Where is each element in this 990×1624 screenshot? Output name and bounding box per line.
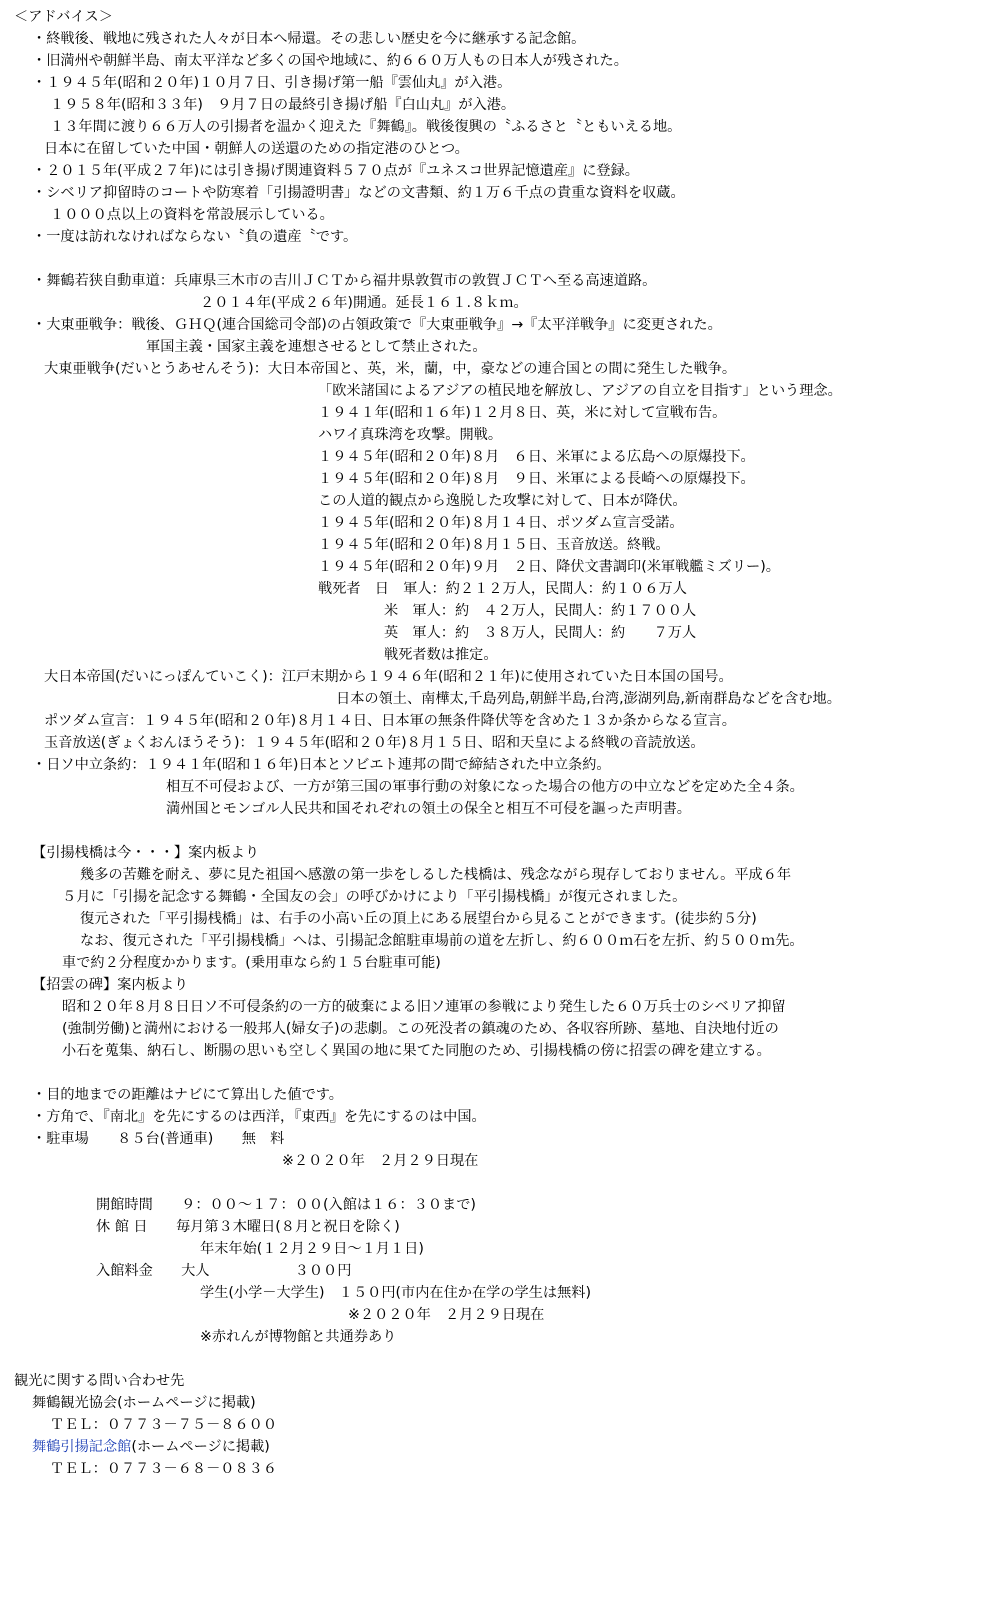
note-line: １９４５年(昭和２０年)８月 ９日、米軍による長崎への原爆投下。 bbox=[318, 471, 755, 487]
note-line: ２０１４年(平成２６年)開通。延長１６１.８ｋｍ。 bbox=[200, 295, 528, 311]
note-line: １９４５年(昭和２０年)８月 ６日、米軍による広島への原爆投下。 bbox=[318, 449, 755, 465]
hours-line: 年末年始(１２月２９日～１月１日) bbox=[200, 1241, 424, 1257]
note-line: １９４１年(昭和１６年)１２月８日、英，米に対して宣戦布告。 bbox=[318, 405, 727, 421]
misc-date: ※２０２０年 ２月２９日現在 bbox=[282, 1153, 479, 1169]
note-line: 戦死者数は推定。 bbox=[384, 647, 498, 663]
note-line: １９４５年(昭和２０年)８月１５日、玉音放送。終戦。 bbox=[318, 537, 670, 553]
note-line: 日本の領土、南樺太,千島列島,朝鮮半島,台湾,澎湖列島,新南群島などを含む地。 bbox=[336, 691, 841, 707]
museum-link[interactable]: 舞鶴引揚記念館 bbox=[32, 1439, 132, 1455]
note-line: この人道的観点から逸脱した攻撃に対して、日本が降伏。 bbox=[318, 493, 687, 509]
advice-line: １９５８年(昭和３３年) ９月７日の最終引き揚げ船『白山丸』が入港。 bbox=[50, 97, 516, 113]
pier-line: 復元された「平引揚桟橋」は、右手の小高い丘の頂上にある展望台から見ることができます。(徒歩約５分) bbox=[80, 911, 757, 927]
note-line: 玉音放送(ぎょくおんほうそう)：１９４５年(昭和２０年)８月１５日、昭和天皇による終戦の音読放送。 bbox=[44, 735, 705, 751]
pier-line: 車で約２分程度かかります。(乗用車なら約１５台駐車可能) bbox=[62, 955, 441, 971]
monument-heading: 【招雲の碑】案内板より bbox=[32, 977, 189, 993]
advice-line: ・シベリア抑留時のコートや防寒着「引揚證明書」などの文書類、約１万６千点の貴重な資料を収蔵。 bbox=[32, 185, 685, 201]
note-line: 英 軍人：約 ３８万人，民間人：約 ７万人 bbox=[384, 625, 697, 641]
note-line: ・舞鶴若狭自動車道：兵庫県三木市の吉川ＪＣＴから福井県敦賀市の敦賀ＪＣＴへ至る高速道路。 bbox=[32, 273, 657, 289]
hours-line: 入館料金 大人 ３００円 bbox=[96, 1263, 352, 1279]
contact-org-1: 舞鶴観光協会(ホームページに掲載) bbox=[32, 1395, 256, 1411]
note-line: １９４５年(昭和２０年)８月１４日、ポツダム宣言受諾。 bbox=[318, 515, 684, 531]
monument-line: (強制労働)と満州における一般邦人(婦女子)の悲劇。この死没者の鎮魂のため、各収容所跡、墓地、自決地付近の bbox=[62, 1021, 779, 1037]
misc-line: ・目的地までの距離はナビにて算出した値です。 bbox=[32, 1087, 343, 1103]
note-line: ハワイ真珠湾を攻撃。開戦。 bbox=[318, 427, 503, 443]
advice-line: 日本に在留していた中国・朝鮮人の送還のための指定港のひとつ。 bbox=[44, 141, 469, 157]
note-line: 大東亜戦争(だいとうあせんそう)：大日本帝国と、英，米，蘭，中，豪などの連合国との間に発生した戦争。 bbox=[44, 361, 737, 377]
note-line: 「欧米諸国によるアジアの植民地を解放し、アジアの自立を目指す」という理念。 bbox=[318, 383, 842, 399]
note-line: １９４５年(昭和２０年)９月 ２日、降伏文書調印(米軍戦艦ミズリー)。 bbox=[318, 559, 780, 575]
misc-line: ・方角で、『南北』を先にするのは西洋，『東西』を先にするのは中国。 bbox=[32, 1109, 486, 1125]
advice-line: １３年間に渡り６６万人の引揚者を温かく迎えた『舞鶴』。戦後復興の〝ふるさと〝ともいえる地。 bbox=[50, 119, 682, 135]
advice-line: ・１９４５年(昭和２０年)１０月７日、引き揚げ第一船『雲仙丸』が入港。 bbox=[32, 75, 512, 91]
hours-line: ※赤れんが博物館と共通券あり bbox=[200, 1329, 397, 1345]
advice-line: ・終戦後、戦地に残された人々が日本へ帰還。その悲しい歴史を今に継承する記念館。 bbox=[32, 31, 586, 47]
advice-line: ・旧満州や朝鮮半島、南太平洋など多くの国や地域に、約６６０万人もの日本人が残された。 bbox=[32, 53, 628, 69]
note-line: 米 軍人：約 ４２万人，民間人：約１７００人 bbox=[384, 603, 697, 619]
misc-line: ・駐車場 ８５台(普通車) 無 料 bbox=[32, 1131, 285, 1147]
hours-line: 開館時間 ９：００～１７：００(入館は１６：３０まで) bbox=[96, 1197, 476, 1213]
note-line: 大日本帝国(だいにっぽんていこく)：江戸末期から１９４６年(昭和２１年)に使用されていた日本国の国号。 bbox=[44, 669, 733, 685]
contact-tel-1: ＴＥＬ：０７７３－７５－８６００ bbox=[50, 1417, 278, 1433]
contact-org-2-suffix: (ホームページに掲載) bbox=[131, 1439, 270, 1455]
contact-heading: 観光に関する問い合わせ先 bbox=[14, 1373, 185, 1389]
hours-line: 休 館 日 毎月第３木曜日(８月と祝日を除く) bbox=[96, 1219, 400, 1235]
note-line: ・大東亜戦争：戦後、ＧＨＱ(連合国総司令部)の占領政策で『大東亜戦争』→『太平洋戦争』に変更された。 bbox=[32, 317, 722, 333]
note-line: ・日ソ中立条約：１９４１年(昭和１６年)日本とソビエト連邦の間で締結された中立条約。 bbox=[32, 757, 611, 773]
pier-line: なお、復元された「平引揚桟橋」へは、引揚記念館駐車場前の道を左折し、約６００ｍ石を左折、約５００ｍ先。 bbox=[80, 933, 804, 949]
note-line: 戦死者 日 軍人：約２１２万人，民間人：約１０６万人 bbox=[318, 581, 687, 597]
advice-line: １０００点以上の資料を常設展示している。 bbox=[50, 207, 334, 223]
pier-line: ５月に「引揚を記念する舞鶴・全国友の会」の呼びかけにより「平引揚桟橋」が復元されました。 bbox=[62, 889, 687, 905]
pier-heading: 【引揚桟橋は今・・・】案内板より bbox=[32, 845, 260, 861]
hours-date: ※２０２０年 ２月２９日現在 bbox=[348, 1307, 545, 1323]
note-line: ポツダム宣言：１９４５年(昭和２０年)８月１４日、日本軍の無条件降伏等を含めた１３か条からなる宣言。 bbox=[44, 713, 736, 729]
advice-line: ・一度は訪れなければならない〝負の遺産〝です。 bbox=[32, 229, 358, 245]
advice-line: ・２０１５年(平成２７年)には引き揚げ関連資料５７０点が『ユネスコ世界記憶遺産』に登録。 bbox=[32, 163, 639, 179]
hours-line: 学生(小学－大学生) １５０円(市内在住か在学の学生は無料) bbox=[200, 1285, 592, 1301]
advice-heading: ＜アドバイス＞ bbox=[14, 9, 113, 25]
note-line: 満州国とモンゴル人民共和国それぞれの領土の保全と相互不可侵を謳った声明書。 bbox=[166, 801, 691, 817]
note-line: 相互不可侵および、一方が第三国の軍事行動の対象になった場合の他方の中立などを定めた全４条。 bbox=[166, 779, 804, 795]
monument-line: 小石を蒐集、納石し、断腸の思いも空しく異国の地に果てた同胞のため、引揚桟橋の傍に招雲の碑を建立する。 bbox=[62, 1043, 771, 1059]
note-line: 軍国主義・国家主義を連想させるとして禁止された。 bbox=[146, 339, 487, 355]
pier-line: 幾多の苦難を耐え、夢に見た祖国へ感激の第一歩をしるした桟橋は、残念ながら現存しておりません。平成６年 bbox=[80, 867, 792, 883]
contact-org-2 bbox=[32, 1436, 270, 1458]
contact-tel-2: ＴＥＬ：０７７３－６８－０８３６ bbox=[50, 1461, 278, 1477]
monument-line: 昭和２０年８月８日日ソ不可侵条約の一方的破棄による旧ソ連軍の参戦により発生した６０万兵士のシベリア抑留 bbox=[62, 999, 786, 1015]
